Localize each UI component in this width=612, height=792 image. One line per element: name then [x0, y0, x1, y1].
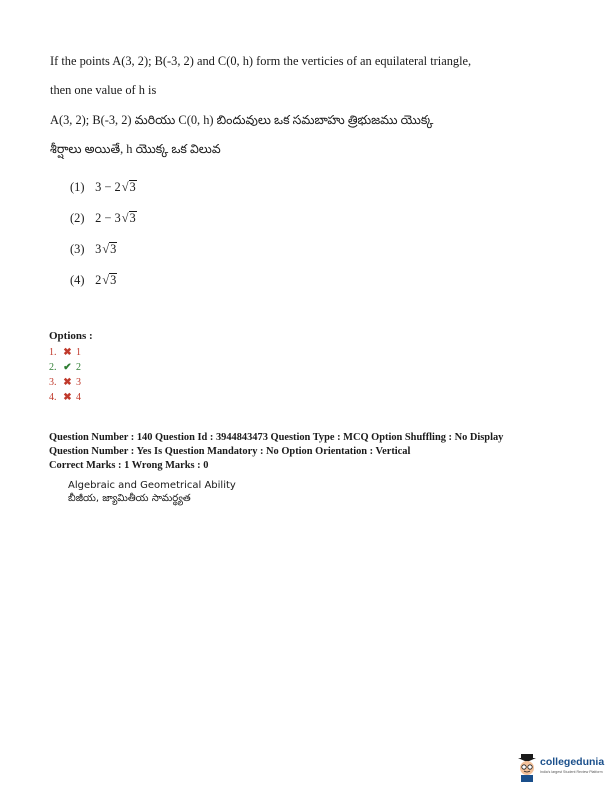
- choice-radicand: 3: [110, 242, 117, 256]
- options-title: Options :: [49, 330, 93, 342]
- topic-telugu: బీజీయ, జ్యామితీయ సామర్థ్యత: [68, 493, 191, 504]
- option-index: 1.: [49, 347, 57, 358]
- choice-number: (3): [70, 242, 85, 256]
- brand-name: collegedunia: [540, 756, 605, 768]
- choice-1: [70, 172, 137, 203]
- choice-4: [70, 265, 137, 296]
- options-list: [49, 345, 81, 405]
- cross-icon: ✖: [63, 392, 72, 403]
- choice-number: (2): [70, 211, 85, 225]
- choice-radicand: 3: [129, 211, 136, 225]
- mascot-icon: [515, 753, 539, 783]
- choice-radicand: 3: [110, 273, 117, 287]
- sqrt-symbol: √3: [102, 273, 117, 287]
- option-value: 3: [76, 377, 81, 388]
- question-telugu-line1: A(3, 2); B(-3, 2) మరియు C(0, h) బిందువులు ఒక సమబాహు త్రిభుజము యొక్క: [50, 113, 434, 127]
- option-row-3: [49, 375, 81, 390]
- option-value: 2: [76, 362, 81, 373]
- choice-number: (1): [70, 180, 85, 194]
- topic-label: [68, 479, 236, 505]
- sqrt-symbol: √3: [121, 211, 136, 225]
- sqrt-symbol: √3: [121, 180, 136, 194]
- option-row-1: [49, 345, 81, 360]
- option-row-2: [49, 360, 81, 375]
- metadata-line3: Correct Marks : 1 Wrong Marks : 0: [49, 460, 209, 471]
- metadata-line1: Question Number : 140 Question Id : 3944843473 Question Type : MCQ Option Shuffling : No Display: [49, 432, 504, 443]
- option-index: 2.: [49, 362, 57, 373]
- option-row-4: [49, 390, 81, 405]
- metadata-line2: Question Number : Yes Is Question Mandatory : No Option Orientation : Vertical: [49, 446, 411, 457]
- check-icon: ✔: [63, 362, 72, 373]
- sqrt-symbol: √3: [102, 242, 117, 256]
- choice-prefix: 3 − 2: [95, 180, 121, 194]
- question-telugu-line2: శీర్షాలు అయితే, h యొక్క ఒక విలువ: [50, 142, 221, 156]
- cross-icon: ✖: [63, 377, 72, 388]
- option-index: 4.: [49, 392, 57, 403]
- answer-choices: [70, 172, 137, 296]
- cross-icon: ✖: [63, 347, 72, 358]
- collegedunia-logo: [515, 753, 607, 783]
- choice-radicand: 3: [129, 180, 136, 194]
- option-index: 3.: [49, 377, 57, 388]
- choice-2: [70, 203, 137, 234]
- option-value: 4: [76, 392, 81, 403]
- option-value: 1: [76, 347, 81, 358]
- choice-prefix: 3: [95, 242, 102, 256]
- question-english-line1: If the points A(3, 2); B(-3, 2) and C(0, h) form the verticies of an equilateral triangle,: [50, 54, 472, 68]
- choice-prefix: 2 − 3: [95, 211, 121, 225]
- question-english: [50, 47, 570, 105]
- question-english-line2: then one value of h is: [50, 83, 157, 97]
- brand-tagline: India's largest Student Review Platform: [540, 770, 603, 774]
- question-metadata: [49, 431, 503, 473]
- question-telugu: [50, 106, 570, 164]
- choice-3: [70, 234, 137, 265]
- choice-prefix: 2: [95, 273, 102, 287]
- choice-number: (4): [70, 273, 85, 287]
- topic-english: Algebraic and Geometrical Ability: [68, 480, 236, 491]
